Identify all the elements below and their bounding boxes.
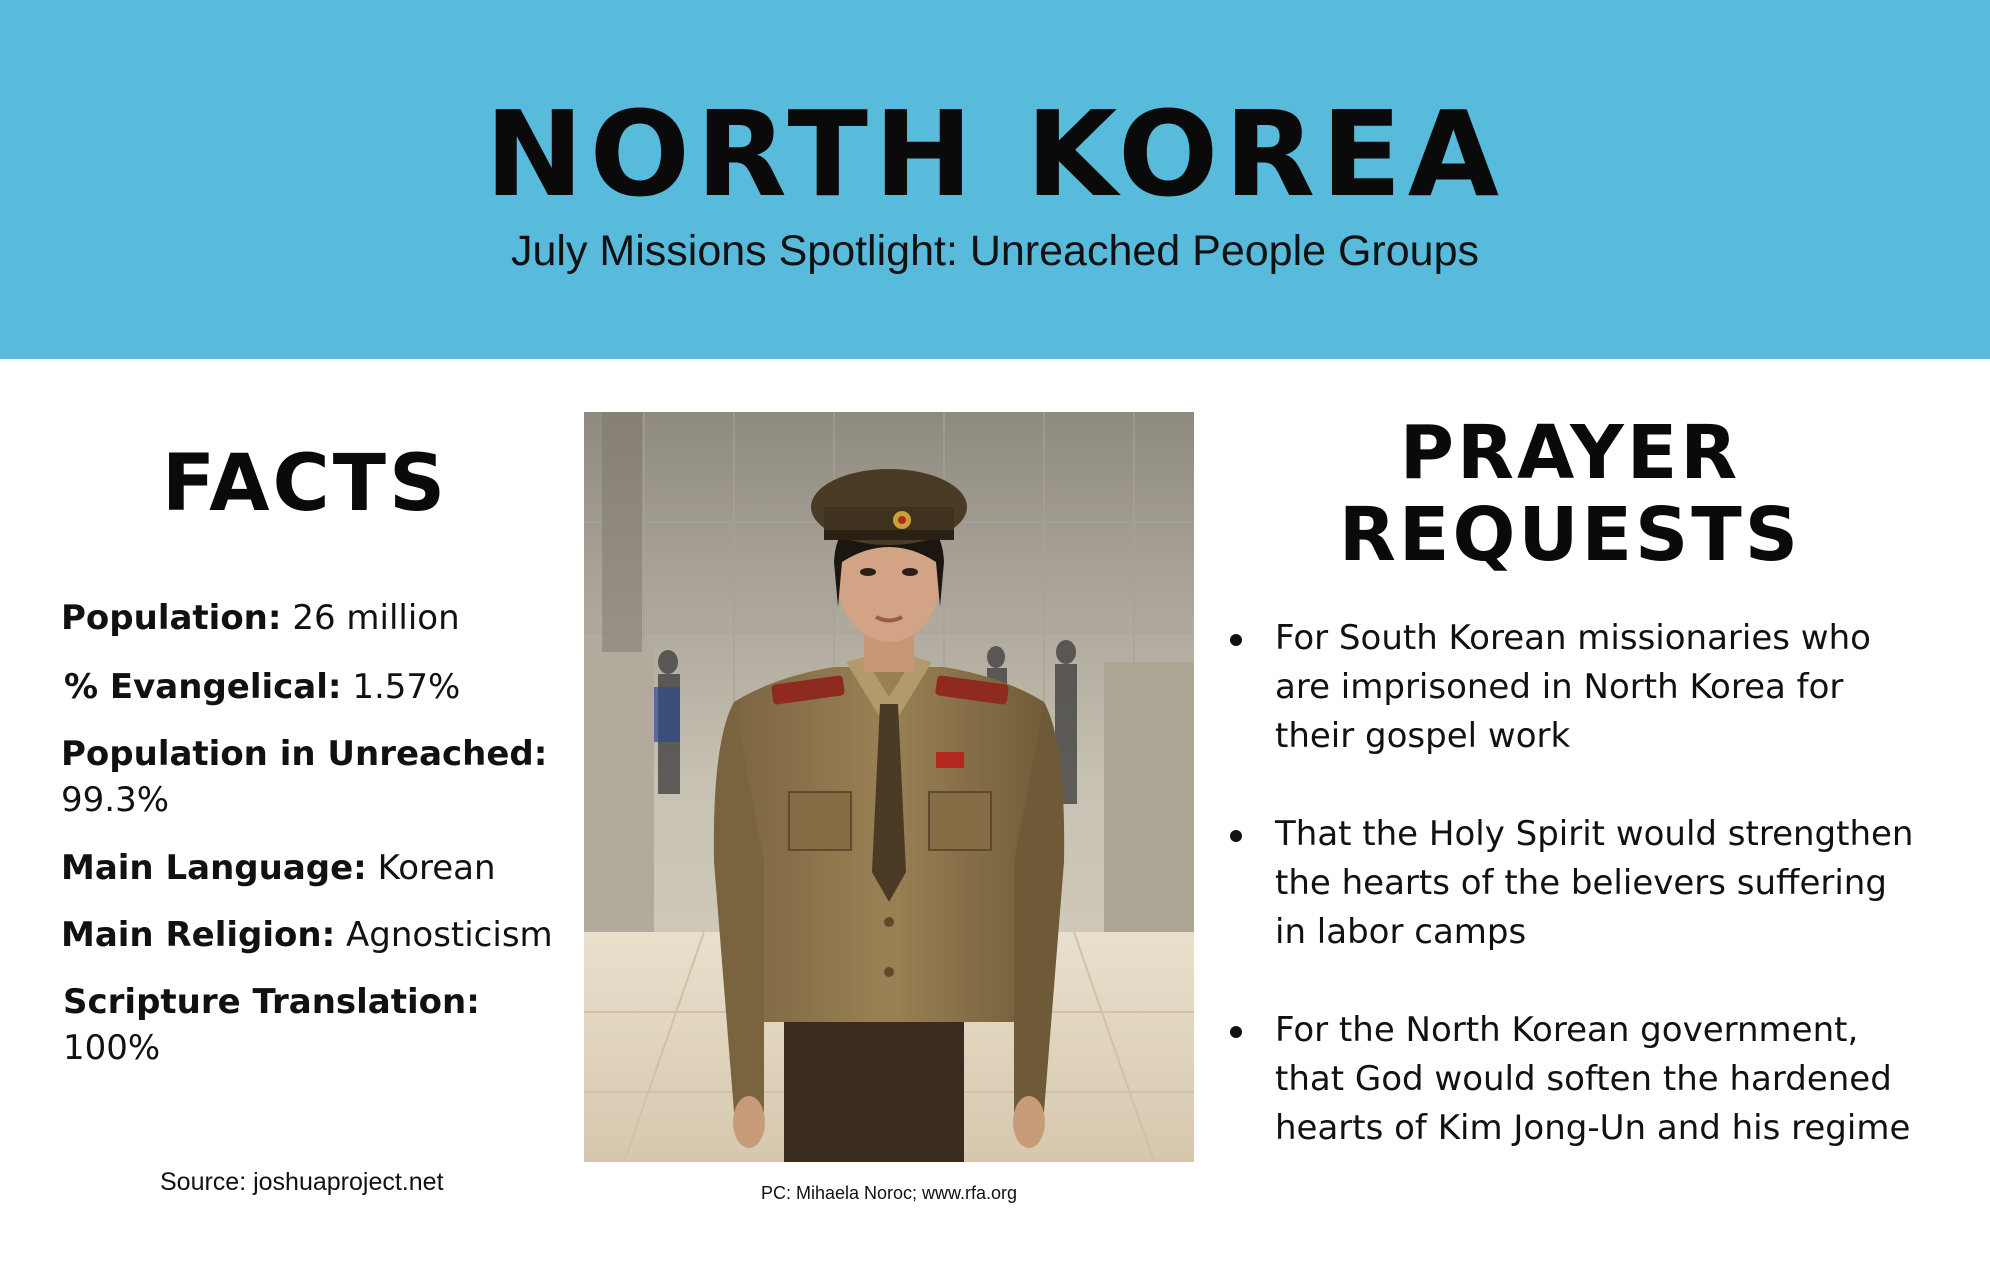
fact-value: 100% [63, 1028, 161, 1068]
fact-value: 99.3% [61, 780, 170, 820]
prayer-heading-line2: REQUESTS [1338, 492, 1802, 578]
prayer-request-line: For the North Korean government, [1275, 1010, 1859, 1050]
header-banner [0, 0, 1990, 359]
fact-label: Main Language: [61, 848, 367, 888]
fact-label: Population in Unreached: [61, 734, 548, 774]
fact-scripture-translation [63, 979, 583, 1071]
fact-label: % Evangelical: [64, 667, 342, 707]
prayer-request [1275, 810, 1965, 957]
source-citation: Source: joshuaproject.net [160, 1168, 444, 1196]
prayer-request-line: in labor camps [1275, 912, 1527, 952]
fact-main-religion [61, 912, 581, 958]
fact-value: Korean [377, 848, 496, 888]
fact-label: Population: [61, 598, 282, 638]
fact-population-unreached [61, 731, 581, 823]
bullet-icon [1230, 1026, 1242, 1038]
prayer-request-line: That the Holy Spirit would strengthen [1275, 814, 1914, 854]
prayer-request-line: their gospel work [1275, 716, 1571, 756]
prayer-request-line: For South Korean missionaries who [1275, 618, 1871, 658]
prayer-request-line: hearts of Kim Jong-Un and his regime [1275, 1108, 1911, 1148]
prayer-heading-line1: PRAYER [1399, 410, 1741, 496]
prayer-heading [1290, 412, 1850, 576]
prayer-request-line: the hearts of the believers suffering [1275, 863, 1887, 903]
fact-value: Agnosticism [346, 915, 553, 955]
fact-main-language [61, 845, 581, 891]
facts-heading: FACTS [161, 439, 449, 529]
page-title: NORTH KOREA [484, 85, 1506, 223]
bullet-icon [1230, 634, 1242, 646]
fact-evangelical [64, 664, 584, 710]
portrait-photo [584, 412, 1194, 1162]
fact-value: 26 million [292, 598, 460, 638]
fact-value: 1.57% [352, 667, 461, 707]
prayer-request-line: that God would soften the hardened [1275, 1059, 1892, 1099]
fact-population [61, 595, 581, 641]
portrait-illustration [584, 412, 1194, 1162]
bullet-icon [1230, 830, 1242, 842]
prayer-request [1275, 1006, 1965, 1153]
page-subtitle: July Missions Spotlight: Unreached People Groups [510, 227, 1479, 275]
prayer-request-line: are imprisoned in North Korea for [1275, 667, 1844, 707]
fact-label: Main Religion: [61, 915, 336, 955]
photo-credit: PC: Mihaela Noroc; www.rfa.org [760, 1183, 1018, 1203]
prayer-request [1275, 614, 1965, 761]
fact-label: Scripture Translation: [63, 982, 480, 1022]
